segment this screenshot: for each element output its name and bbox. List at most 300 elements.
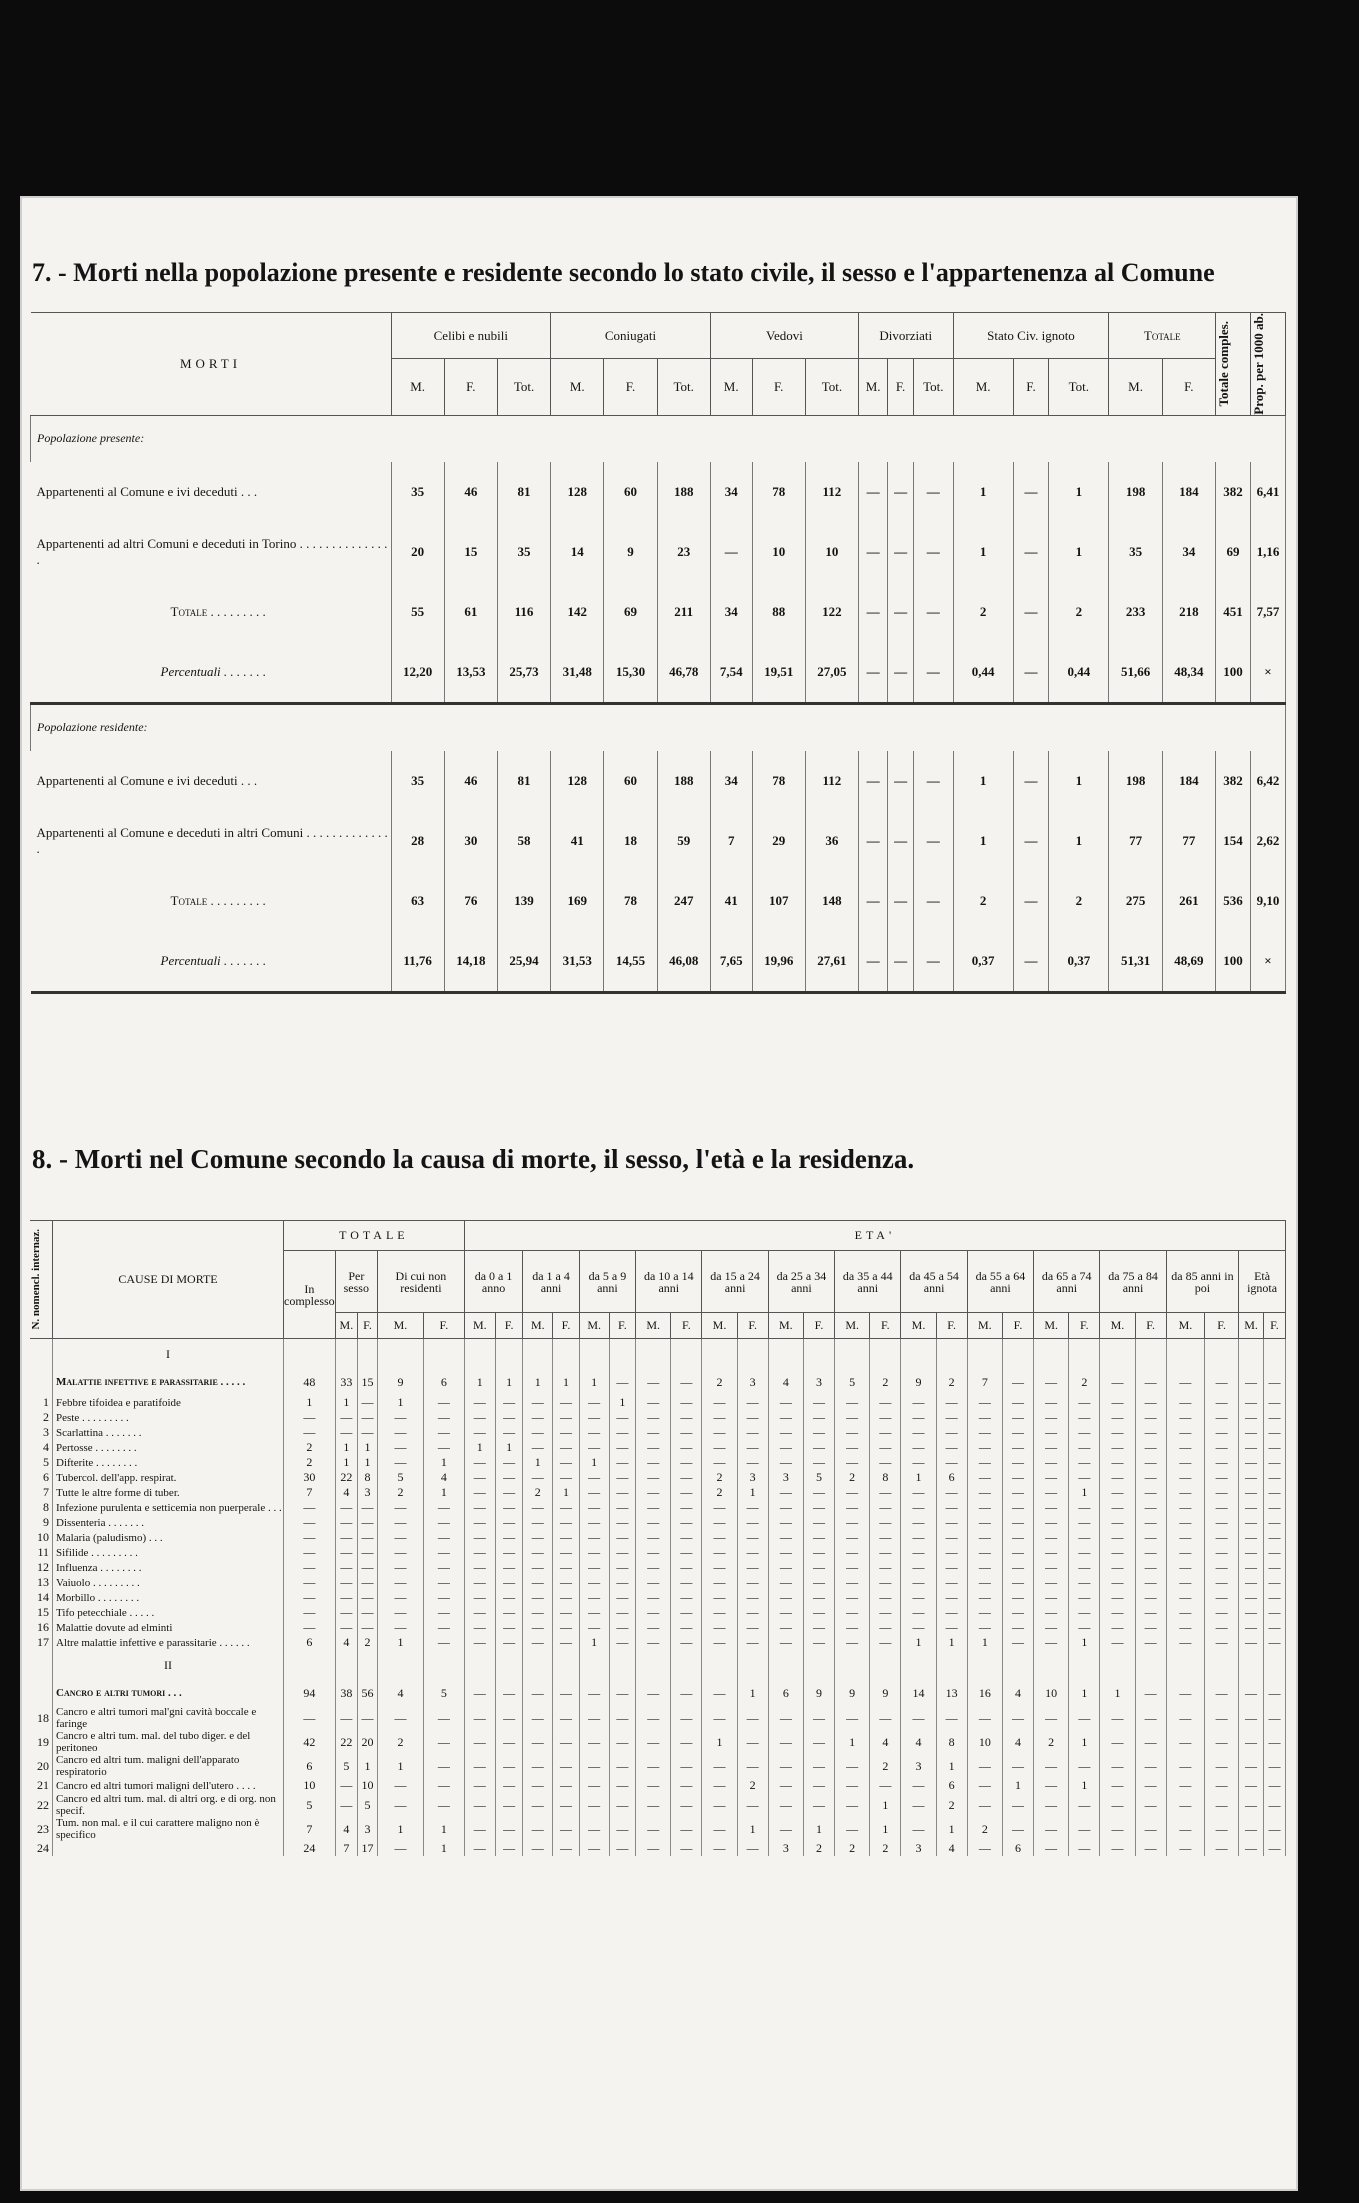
value-cell: — [870,1605,901,1620]
value-cell: — [423,1395,464,1410]
cause-row [30,1620,1286,1635]
value-cell: — [636,1778,671,1793]
value-cell: — [671,1817,702,1841]
value-cell: 2 [702,1470,737,1485]
value-cell: 31,48 [551,642,604,704]
value-cell: 5 [835,1369,870,1395]
value-cell: — [423,1545,464,1560]
value-cell: — [358,1500,378,1515]
value-cell: 100 [1216,931,1251,993]
value-cell: — [358,1590,378,1605]
cause-row [30,1680,1286,1706]
value-cell: — [768,1500,803,1515]
value-cell: 1 [553,1369,579,1395]
sesso-header: Per sesso [335,1251,377,1313]
row-num: 21 [30,1778,53,1793]
value-cell: — [464,1410,495,1425]
value-cell: 4 [1002,1730,1033,1754]
empty-cell [579,1650,609,1680]
value-cell: 46,78 [657,642,710,704]
value-cell: 1 [423,1817,464,1841]
value-cell: — [835,1410,870,1425]
value-cell: 2 [1034,1730,1069,1754]
value-cell: — [967,1575,1002,1590]
value-cell: 46,08 [657,931,710,993]
value-cell: — [284,1425,336,1440]
value-cell: — [1239,1620,1264,1635]
group-header: Divorziati [859,313,954,359]
value-cell: — [464,1500,495,1515]
value-cell: — [1263,1605,1285,1620]
empty-cell [967,1650,1002,1680]
value-cell: — [636,1425,671,1440]
value-cell: — [1263,1817,1285,1841]
value-cell: — [377,1410,423,1425]
empty-cell [1205,1650,1239,1680]
value-cell: — [1069,1575,1100,1590]
sub-header: M. [1109,359,1162,416]
value-cell: — [495,1706,523,1730]
value-cell: — [768,1395,803,1410]
value-cell: — [914,811,954,871]
cause-label: Infezione purulenta e setticemia non puerperale . . . [53,1500,284,1515]
empty-cell [284,1339,336,1370]
value-cell: — [636,1560,671,1575]
value-cell: — [967,1778,1002,1793]
value-cell: — [1239,1706,1264,1730]
value-cell: — [1135,1395,1166,1410]
value-cell: — [523,1500,553,1515]
value-cell: — [967,1560,1002,1575]
value-cell: 35 [1109,522,1162,582]
value-cell: — [914,931,954,993]
row-header: MORTI [31,313,392,416]
cause-row [30,1470,1286,1485]
value-cell: — [495,1680,523,1706]
sex-header: F. [803,1313,834,1339]
value-cell: 5 [423,1680,464,1706]
value-cell: 1 [835,1730,870,1754]
value-cell: — [1239,1440,1264,1455]
data-row [31,462,1286,522]
value-cell: — [423,1620,464,1635]
age-group-header: da 5 a 9 anni [579,1251,635,1313]
value-cell: — [377,1620,423,1635]
value-cell: 2 [870,1754,901,1778]
value-cell: 55 [391,582,444,642]
group-header: Totale [1109,313,1216,359]
value-cell: — [579,1754,609,1778]
value-cell: 58 [497,811,550,871]
value-cell: 94 [284,1680,336,1706]
value-cell: — [936,1545,967,1560]
sub-header: Tot. [914,359,954,416]
value-cell: — [1100,1730,1135,1754]
value-cell: — [553,1470,579,1485]
age-group-header: da 1 a 4 anni [523,1251,579,1313]
value-cell: — [553,1730,579,1754]
empty-cell [737,1650,768,1680]
section-row [31,415,1286,462]
value-cell: — [1239,1395,1264,1410]
value-cell: — [358,1425,378,1440]
value-cell: — [1069,1590,1100,1605]
value-cell: — [1002,1754,1033,1778]
value-cell: 10 [805,522,858,582]
value-cell: 1 [1069,1635,1100,1650]
cause-label: Tubercol. dell'app. respirat. [53,1470,284,1485]
value-cell: — [1166,1778,1204,1793]
value-cell: 2 [377,1485,423,1500]
value-cell: — [835,1440,870,1455]
value-cell: 48,69 [1162,931,1215,993]
value-cell: 6,41 [1251,462,1286,522]
value-cell: 78 [752,462,805,522]
value-cell: 17 [358,1841,378,1856]
value-cell: — [835,1817,870,1841]
value-cell: — [702,1754,737,1778]
value-cell: — [1013,642,1048,704]
empty-cell [1069,1339,1100,1370]
value-cell: 81 [497,462,550,522]
value-cell: — [335,1500,357,1515]
value-cell: — [1002,1635,1033,1650]
value-cell: 8 [358,1470,378,1485]
value-cell: — [1239,1410,1264,1425]
value-cell: — [579,1778,609,1793]
value-cell: 15 [444,522,497,582]
group-header: Celibi e nubili [391,313,551,359]
value-cell: — [358,1545,378,1560]
value-cell: — [1135,1410,1166,1425]
value-cell: — [1239,1793,1264,1817]
value-cell: — [1166,1530,1204,1545]
value-cell: 2 [702,1485,737,1500]
value-cell: — [768,1620,803,1635]
value-cell: 1 [579,1369,609,1395]
value-cell: 2 [967,1817,1002,1841]
value-cell: — [579,1470,609,1485]
value-cell: — [914,751,954,811]
value-cell: — [358,1530,378,1545]
value-cell: 20 [391,522,444,582]
row-num: 17 [30,1635,53,1650]
value-cell: 18 [604,811,657,871]
value-cell: — [609,1754,635,1778]
value-cell: — [553,1545,579,1560]
value-cell: — [803,1425,834,1440]
row-num: 23 [30,1817,53,1841]
value-cell: 3 [737,1369,768,1395]
row-label: Totale . . . . . . . . . [31,871,392,931]
value-cell: 3 [901,1754,936,1778]
value-cell: — [495,1515,523,1530]
row-num: 2 [30,1410,53,1425]
value-cell: — [1034,1485,1069,1500]
value-cell: 35 [497,522,550,582]
value-cell: — [1002,1620,1033,1635]
value-cell: — [870,1530,901,1545]
value-cell: 261 [1162,871,1215,931]
empty-cell [737,1339,768,1370]
value-cell: 22 [335,1730,357,1754]
value-cell: — [1263,1575,1285,1590]
empty-cell [358,1339,378,1370]
cause-label: Tutte le altre forme di tuber. [53,1485,284,1500]
value-cell: — [335,1560,357,1575]
value-cell: — [888,751,914,811]
value-cell: — [1166,1485,1204,1500]
value-cell: — [636,1730,671,1754]
row-num: 1 [30,1395,53,1410]
value-cell: — [636,1575,671,1590]
value-cell: — [423,1410,464,1425]
value-cell: — [1034,1754,1069,1778]
value-cell: — [1069,1530,1100,1545]
value-cell: — [702,1635,737,1650]
value-cell: — [1239,1680,1264,1706]
value-cell: — [671,1410,702,1425]
value-cell: 7,65 [710,931,752,993]
value-cell: — [1100,1605,1135,1620]
value-cell: 15 [358,1369,378,1395]
value-cell: — [1013,751,1048,811]
value-cell: — [1013,931,1048,993]
value-cell: 10 [1034,1680,1069,1706]
value-cell: — [579,1680,609,1706]
value-cell: — [1002,1500,1033,1515]
value-cell: — [835,1560,870,1575]
value-cell: — [768,1754,803,1778]
value-cell: — [914,582,954,642]
row-num: 9 [30,1515,53,1530]
value-cell: — [553,1575,579,1590]
value-cell: 1 [377,1635,423,1650]
value-cell: 2 [835,1841,870,1856]
value-cell: — [495,1410,523,1425]
value-cell: — [1239,1754,1264,1778]
value-cell: 11,76 [391,931,444,993]
value-cell: — [1135,1369,1166,1395]
value-cell: — [1002,1530,1033,1545]
value-cell: — [671,1605,702,1620]
sub-header: F. [604,359,657,416]
value-cell: — [901,1530,936,1545]
value-cell: — [1205,1470,1239,1485]
value-cell: — [609,1369,635,1395]
cause-row [30,1605,1286,1620]
value-cell: — [1034,1530,1069,1545]
group-header: Coniugati [551,313,711,359]
value-cell: — [1263,1545,1285,1560]
value-cell: — [870,1515,901,1530]
value-cell: — [284,1410,336,1425]
value-cell: — [967,1545,1002,1560]
value-cell: — [671,1730,702,1754]
empty-cell [1002,1650,1033,1680]
value-cell: — [1100,1778,1135,1793]
row-label: Percentuali . . . . . . . [31,931,392,993]
empty-cell [835,1650,870,1680]
value-cell: 1 [358,1754,378,1778]
age-group-header: da 65 a 74 anni [1034,1251,1100,1313]
value-cell: — [1263,1410,1285,1425]
value-cell: — [1205,1530,1239,1545]
value-cell: 1 [423,1455,464,1470]
value-cell: — [523,1620,553,1635]
value-cell: 1 [936,1817,967,1841]
value-cell: — [1263,1841,1285,1856]
empty-cell [803,1339,834,1370]
data-row [31,642,1286,704]
empty-cell [495,1339,523,1370]
value-cell: — [1263,1395,1285,1410]
value-cell: — [284,1545,336,1560]
value-cell: — [870,1425,901,1440]
value-cell: — [888,811,914,871]
value-cell: — [1100,1817,1135,1841]
value-cell: — [495,1500,523,1515]
totale-header: TOTALE [284,1221,465,1251]
value-cell: 6 [936,1778,967,1793]
value-cell: — [377,1440,423,1455]
value-cell: — [1166,1410,1204,1425]
value-cell: 536 [1216,871,1251,931]
empty-cell [1100,1339,1135,1370]
value-cell: — [870,1590,901,1605]
row-num: 14 [30,1590,53,1605]
value-cell: — [377,1545,423,1560]
value-cell: — [1034,1500,1069,1515]
row-num [30,1680,53,1706]
value-cell: — [495,1485,523,1500]
value-cell: 1 [901,1635,936,1650]
value-cell: — [888,871,914,931]
value-cell: 1 [953,811,1013,871]
value-cell: — [671,1425,702,1440]
value-cell: — [1013,582,1048,642]
value-cell: — [377,1590,423,1605]
value-cell: 9 [901,1369,936,1395]
sex-header: F. [1002,1313,1033,1339]
value-cell: — [671,1560,702,1575]
value-cell: 77 [1109,811,1162,871]
value-cell: — [859,462,888,522]
value-cell: 5 [284,1793,336,1817]
cause-label: Cancro ed altri tumori maligni dell'utero . . . . [53,1778,284,1793]
value-cell: — [553,1841,579,1856]
value-cell: — [335,1620,357,1635]
value-cell: — [495,1754,523,1778]
value-cell: 1 [967,1635,1002,1650]
value-cell: — [1135,1575,1166,1590]
value-cell: 5 [358,1793,378,1817]
value-cell: — [803,1455,834,1470]
value-cell: 34 [1162,522,1215,582]
value-cell: 4 [870,1730,901,1754]
value-cell: 2 [284,1440,336,1455]
value-cell: — [859,811,888,871]
value-cell: — [671,1706,702,1730]
cause-row [30,1560,1286,1575]
value-cell: — [636,1706,671,1730]
value-cell: — [1069,1470,1100,1485]
value-cell: 128 [551,751,604,811]
value-cell: — [464,1395,495,1410]
value-cell: — [1166,1560,1204,1575]
data-row [31,871,1286,931]
value-cell: — [702,1440,737,1455]
value-cell: — [523,1395,553,1410]
value-cell: — [1002,1369,1033,1395]
value-cell: — [1034,1706,1069,1730]
value-cell: 46 [444,751,497,811]
value-cell: 3 [803,1369,834,1395]
value-cell: — [702,1680,737,1706]
empty-cell [464,1339,495,1370]
value-cell: — [284,1530,336,1545]
value-cell: — [579,1425,609,1440]
value-cell: — [636,1841,671,1856]
value-cell: 1 [358,1455,378,1470]
value-cell: 69 [1216,522,1251,582]
value-cell: — [579,1590,609,1605]
value-cell: — [835,1620,870,1635]
value-cell: — [553,1605,579,1620]
value-cell: — [967,1500,1002,1515]
row-label: Appartenenti al Comune e deceduti in altri Comuni . . . . . . . . . . . . . . [31,811,392,871]
row-num: 19 [30,1730,53,1754]
table8-title: 8. - Morti nel Comune secondo la causa di morte, il sesso, l'età e la residenza. [32,1144,915,1174]
value-cell: — [335,1410,357,1425]
value-cell: — [553,1440,579,1455]
value-cell: — [423,1754,464,1778]
value-cell: 35 [391,751,444,811]
value-cell: 9,10 [1251,871,1286,931]
sub-header: Tot. [657,359,710,416]
cause-row [30,1590,1286,1605]
cause-row [30,1425,1286,1440]
value-cell: — [553,1817,579,1841]
value-cell: — [579,1730,609,1754]
value-cell: — [1100,1620,1135,1635]
value-cell: — [423,1706,464,1730]
value-cell: — [936,1410,967,1425]
value-cell: — [936,1515,967,1530]
value-cell: 3 [768,1841,803,1856]
value-cell: — [737,1841,768,1856]
value-cell: — [835,1395,870,1410]
value-cell: — [1166,1575,1204,1590]
value-cell: — [1100,1425,1135,1440]
value-cell: — [1263,1620,1285,1635]
cause-label: Cancro ed altri tum. maligni dell'apparato respiratorio [53,1754,284,1778]
value-cell: — [1002,1605,1033,1620]
empty-cell [377,1650,423,1680]
value-cell: — [579,1545,609,1560]
value-cell: 188 [657,462,710,522]
value-cell: 56 [358,1680,378,1706]
value-cell: — [936,1620,967,1635]
value-cell: 142 [551,582,604,642]
value-cell: — [835,1793,870,1817]
row-num: 6 [30,1470,53,1485]
value-cell: 1 [1049,522,1109,582]
value-cell: 0,37 [953,931,1013,993]
value-cell: — [1263,1485,1285,1500]
value-cell: 169 [551,871,604,931]
value-cell: — [737,1545,768,1560]
